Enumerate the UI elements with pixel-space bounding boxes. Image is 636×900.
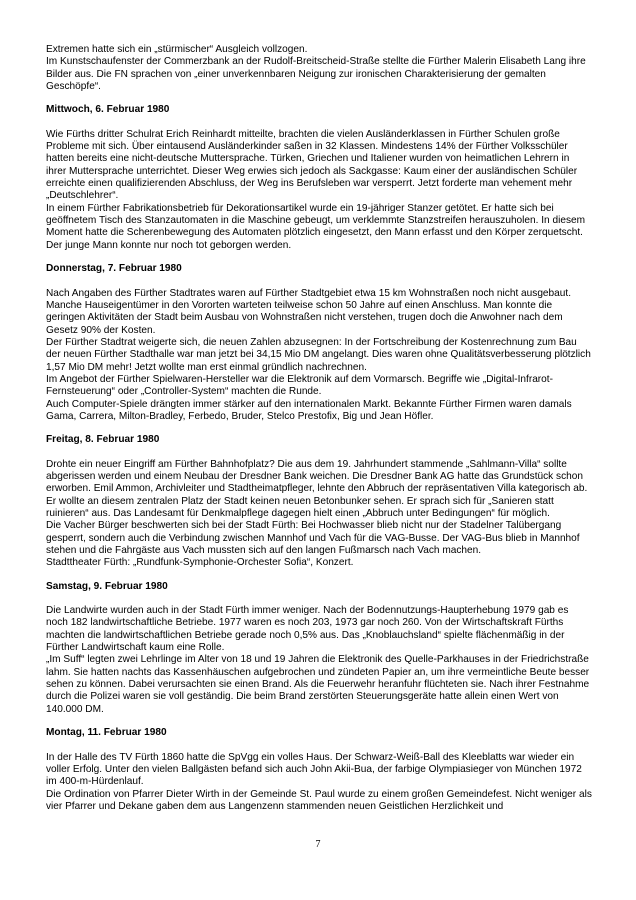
section-heading: Freitag, 8. Februar 1980 [46,434,160,446]
section-heading: Montag, 11. Februar 1980 [46,727,167,739]
section-samstag [46,581,592,716]
paragraph: Drohte ein neuer Eingriff am Fürther Bahnhofplatz? Die aus dem 19. Jahrhundert stammende „Sahlmann-Villa“ sollte abgerissen werden und einem Neubau der Dresdner Bank weichen. Die Dresdner Bank AG hatte das Grundstück schon erworben. Emil Ammon, Archivleiter und Stadtheimatpfleger, lehnte den Abbruch der repräsentativen Villa kategorisch ab. Er wollte an diesem zentralen Platz der Stadt keinen neuen Betonbunker sehen. Er sprach sich für „Sanieren statt ruinieren“ aus. Das Landesamt für Denkmalpflege dagegen hielt einen „Abbruch unter Bedingungen“ für möglich. [46,458,588,519]
paragraph: Die Ordination von Pfarrer Dieter Wirth in der Gemeinde St. Paul wurde zu einem großen Gemeindefest. Nicht weniger als vier Pfarrer und Dekane gaben dem aus Langenzenn stammenden neuen Geistlichen Herzlichkeit und [46,788,592,812]
paragraph: Auch Computer-Spiele drängten immer stärker auf den internationalen Markt. Bekannte Fürther Firmen waren damals Gama, Carrera, Milton-Bradley, Ferbedo, Bruder, Stelco Prestofix, Big und Jean Höfler. [46,398,572,422]
paragraph: Im Angebot der Fürther Spielwaren-Hersteller war die Elektronik auf dem Vormarsch. Begriffe wie „Digital-Infrarot-Fernsteuerung“ oder „Controller-System“ machten die Runde. [46,373,553,398]
section-donnerstag [46,263,592,423]
paragraph: Im Kunstschaufenster der Commerzbank an der Rudolf-Breitscheid-Straße stellte die Fürther Malerin Elisabeth Lang ihre Bilder aus. Die FN sprachen von „einer unverkennbaren Neigung zur ironischen Charakterisierung der gemalten Geschöpfe“. [46,56,586,93]
document-page [46,44,592,813]
section-mittwoch [46,104,592,252]
paragraph: Die Landwirte wurden auch in der Stadt Fürth immer weniger. Nach der Bodennutzungs-Haupterhebung 1979 gab es noch 182 landwirtschaftliche Betriebe. 1977 waren es noch 203, 1973 gar noch 260. Von der Wirtschaftskraft Fürths machten die landwirtschaftlichen Betriebe gerade noch 0,5% aus. Das „Knoblauchsland“ spielte flächenmäßig in der Fürther Landwirtschaft kaum eine Rolle. [46,605,569,654]
paragraph: In der Halle des TV Fürth 1860 hatte die SpVgg ein volles Haus. Der Schwarz-Weiß-Ball des Kleeblatts war wieder ein voller Erfolg. Unter den vielen Ballgästen befand sich auch John Akii-Bua, der farbige Olympiasieger von München 1972 im 400-m-Hürdenlauf. [46,751,582,788]
section-heading: Donnerstag, 7. Februar 1980 [46,263,182,275]
section-montag [46,727,592,813]
section-heading: Samstag, 9. Februar 1980 [46,580,168,592]
paragraph: „Im Suff“ legten zwei Lehrlinge im Alter von 18 und 19 Jahren die Elektronik des Quelle-Parkhauses in der Friedrichstraße lahm. Sie hatten nachts das Kassenhäuschen aufgebrochen und zündeten Papier an, um ihre vermeintliche Beute besser sehen zu können. Dabei verursachten sie einen Brand. Als die Feuerwehr heranfuhr flüchteten sie. Nach ihrer Festnahme durch die Polizei waren sie voll geständig. Die beim Brand zerstörten Steuerungsgeräte hatte allein einen Wert von 140.000 DM. [46,654,590,715]
paragraph: Extremen hatte sich ein „stürmischer“ Ausgleich vollzogen. [46,44,308,55]
paragraph: Wie Fürths dritter Schulrat Erich Reinhardt mitteilte, brachten die vielen Ausländerklassen in Fürther Schulen große Probleme mit sich. Über eintausend Ausländerkinder saßen in 32 Klassen. Mindestens 14% der Fürther Volksschüler hatten bereits eine nicht-deutsche Muttersprache. Türken, Griechen und Italiener wurden von heimatlichen Lehrern in ihrer Muttersprache unterrichtet. Dieser Weg erwies sich jedoch als Sackgasse: Kaum einer der ausländischen Schüler erreichte einen qualifizierenden Abschluss, der Weg ins Berufsleben war versperrt. Jetzt forderte man vehement mehr „Deutschlehrer“. [46,128,578,202]
paragraph: In einem Fürther Fabrikationsbetrieb für Dekorationsartikel wurde ein 19-jähriger Stanzer getötet. Er hatte sich bei geöffnetem Tisch des Stanzautomaten in die Maschine gebeugt, um verklemmte Stanzstreifen herauszuholen. In diesem Moment hatte die Scherenbewegung des Automaten plötzlich eingesetzt, den Mann erfasst und den Körper zerquetscht. Der junge Mann konnte nur noch tot geborgen werden. [46,202,586,251]
section-heading: Mittwoch, 6. Februar 1980 [46,104,170,116]
section-freitag [46,434,592,569]
paragraph: Nach Angaben des Fürther Stadtrates waren auf Fürther Stadtgebiet etwa 15 km Wohnstraßen noch nicht ausgebaut. Manche Hauseigentümer in den Vororten warteten teilweise schon 50 Jahre auf einen Anschluss. Man konnte die geringen Aktivitäten der Stadt beim Ausbau von Wohnstraßen nicht verstehen, trugen doch die Anwohner nach dem Gesetz 90% der Kosten. [46,287,571,336]
paragraph: Die Vacher Bürger beschwerten sich bei der Stadt Fürth: Bei Hochwasser blieb nicht nur der Stadelner Talübergang gesperrt, sondern auch die Verbindung zwischen Mannhof und Vach für die VAG-Busse. Der VAG-Bus blieb in Mannhof stehen und die Fahrgäste aus Vach mussten sich auf den langen Fußmarsch nach Vach machen. [46,520,580,557]
paragraph: Stadttheater Fürth: „Rundfunk-Symphonie-Orchester Sofia“, Konzert. [46,557,354,569]
page-number: 7 [315,839,321,850]
paragraph: Der Fürther Stadtrat weigerte sich, die neuen Zahlen abzusegnen: In der Fortschreibung der Kostenrechnung zum Bau der neuen Fürther Stadthalle war man jetzt bei 34,15 Mio DM angelangt. Dies waren ohne Qualitätsverbesserung plötzlich 1,57 Mio DM mehr! Jetzt wollte man erst einmal gründlich nachrechnen. [46,336,591,373]
intro-block [46,44,592,93]
